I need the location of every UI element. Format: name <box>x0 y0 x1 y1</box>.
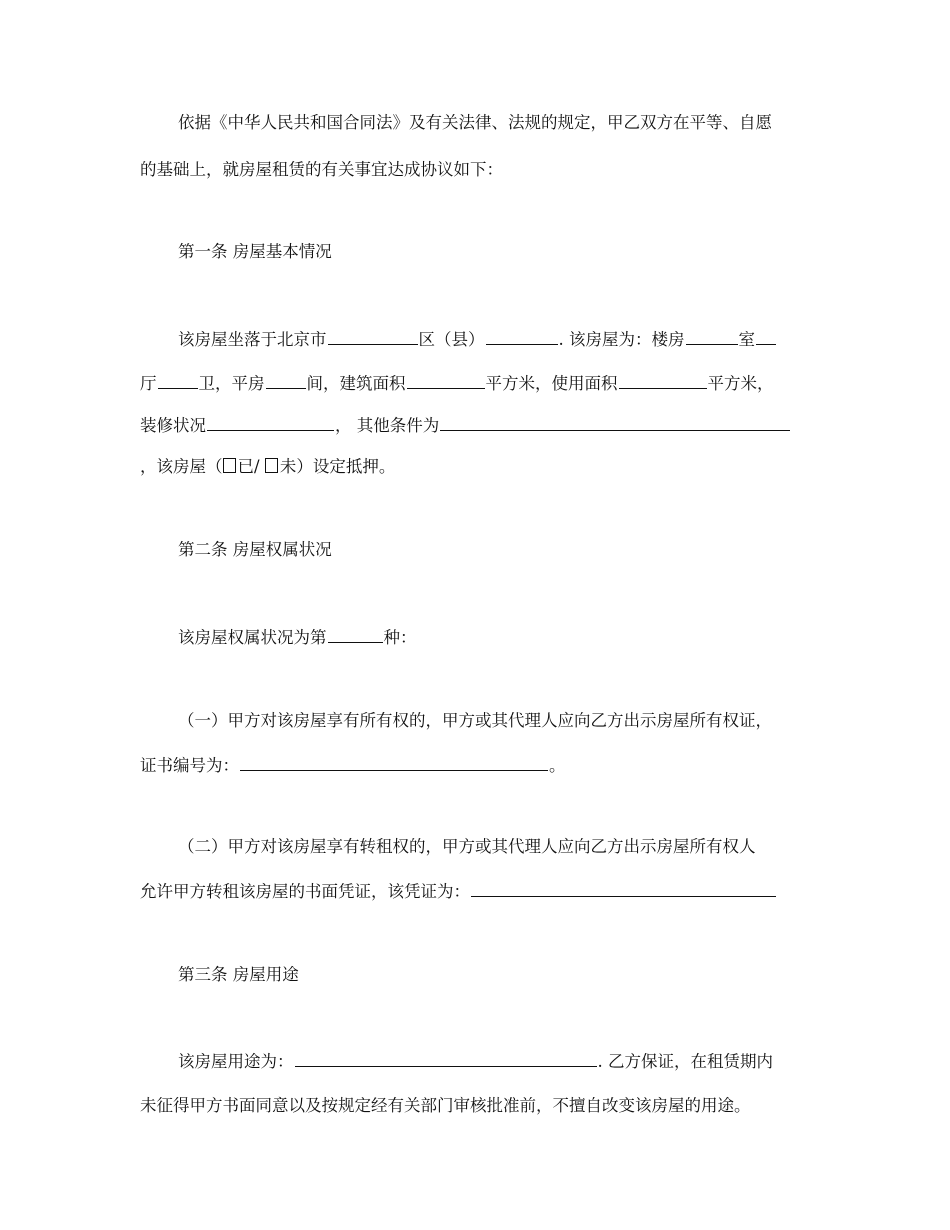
other-conditions-blank[interactable] <box>440 414 790 431</box>
ownership-type-line <box>178 626 820 648</box>
mortgaged-checkbox[interactable] <box>223 458 236 473</box>
article-1-line-4 <box>140 457 820 479</box>
intro-line-2: 的基础上，就房屋租赁的有关事宜达成协议如下： <box>140 160 503 179</box>
decoration-label: 装修状况 <box>140 416 206 435</box>
usage-label: 该房屋用途为： <box>178 1052 294 1071</box>
bath-count-blank[interactable] <box>158 372 198 389</box>
article-1-line-2 <box>140 372 820 394</box>
item-2-line-1: （二）甲方对该房屋享有转租权的，甲方或其代理人应向乙方出示房屋所有权人 <box>178 837 756 856</box>
ownership-type-suffix: 种： <box>383 628 417 647</box>
building-type-label: . 该房屋为：楼房 <box>558 330 685 349</box>
usage-line-1 <box>178 1050 820 1072</box>
district-label: 区（县） <box>418 330 485 349</box>
sublease-certificate-blank[interactable] <box>471 880 776 897</box>
usage-line-2: 未征得甲方书面同意以及按规定经有关部门审核批准前，不擅自改变该房屋的用途。 <box>140 1096 751 1115</box>
floor-area-blank[interactable] <box>407 372 485 389</box>
ownership-type-blank[interactable] <box>328 626 383 643</box>
room-count-blank[interactable] <box>686 328 738 345</box>
certificate-number-blank[interactable] <box>240 754 548 771</box>
county-blank[interactable] <box>486 328 558 345</box>
usable-area-blank[interactable] <box>619 372 707 389</box>
usage-guarantee: . 乙方保证，在租赁期内 <box>597 1052 773 1071</box>
mortgaged-option: 已/ <box>237 457 265 476</box>
intro-line-1: 依据《中华人民共和国合同法》及有关法律、法规的规定，甲乙双方在平等、自愿 <box>178 113 772 132</box>
sqm-label: 平方米， <box>707 374 774 393</box>
item-1-line-1: （一）甲方对该房屋享有所有权的，甲方或其代理人应向乙方出示房屋所有权证， <box>178 711 772 730</box>
not-mortgaged-checkbox[interactable] <box>265 458 278 473</box>
room-label: 室 <box>738 330 755 349</box>
bath-bungalow-label: 卫，平房 <box>198 374 265 393</box>
sublease-certificate-label: 允许甲方转租该房屋的书面凭证，该凭证为： <box>140 882 470 901</box>
city-district-blank[interactable] <box>328 328 418 345</box>
hall-count-blank[interactable] <box>756 328 776 345</box>
hall-label: 厅 <box>140 374 157 393</box>
location-label: 该房屋坐落于北京市 <box>178 330 327 349</box>
ownership-type-label: 该房屋权属状况为第 <box>178 628 327 647</box>
item-2-line-2 <box>140 880 820 902</box>
decoration-blank[interactable] <box>207 414 334 431</box>
bungalow-rooms-blank[interactable] <box>266 372 306 389</box>
article-1-heading: 第一条 房屋基本情况 <box>178 242 332 261</box>
floor-area-label: 间，建筑面积 <box>306 374 406 393</box>
article-3-heading: 第三条 房屋用途 <box>178 965 299 984</box>
article-1-line-1 <box>178 328 820 350</box>
usable-area-label: 平方米，使用面积 <box>485 374 618 393</box>
mortgage-label: ，该房屋（ <box>140 457 223 476</box>
article-2-heading: 第二条 房屋权属状况 <box>178 540 332 559</box>
not-mortgaged-option: 未）设定抵押。 <box>279 457 396 476</box>
other-conditions-label: ， 其他条件为 <box>335 416 440 435</box>
item-1-line-2 <box>140 754 820 776</box>
certificate-number-end: 。 <box>549 756 566 775</box>
article-1-line-3 <box>140 414 820 436</box>
usage-blank[interactable] <box>295 1050 597 1067</box>
certificate-number-label: 证书编号为： <box>140 756 239 775</box>
